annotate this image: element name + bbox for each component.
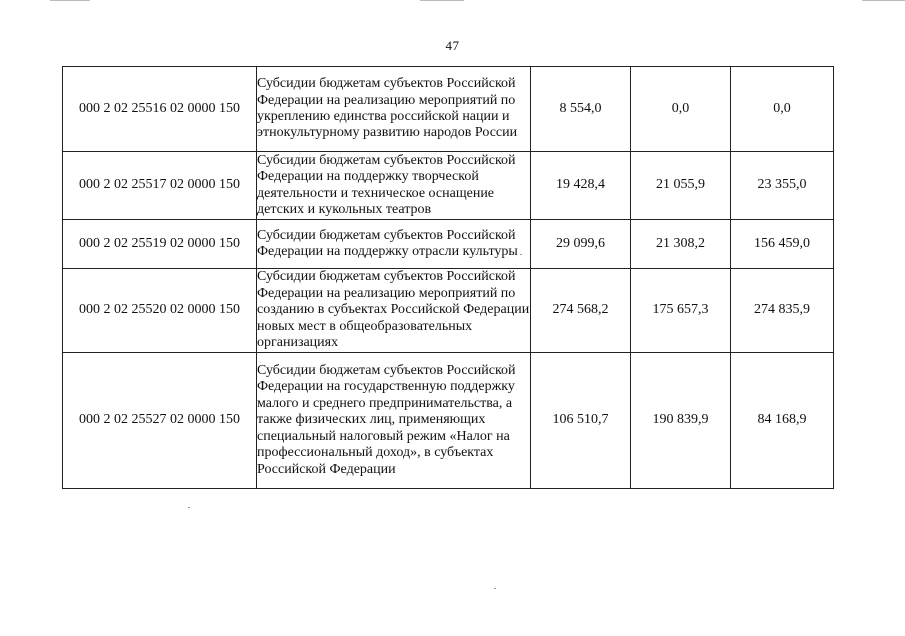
amount-cell-2: 190 839,9 [631,353,731,489]
amount-cell-3: 0,0 [731,67,834,152]
scan-speck [494,588,496,589]
description-cell: Субсидии бюджетам субъектов Российской Федерации на реализацию мероприятий по созданию в субъектах Российской Федерации новых мест в общеобразовательных организациях [257,269,531,353]
scan-edge-mark-right [862,0,905,1]
amount-cell-2: 0,0 [631,67,731,152]
description-cell: Субсидии бюджетам субъектов Российской Федерации на реализацию мероприятий по укреплению единства российской нации и этнокультурному развитию народов России [257,67,531,152]
description-cell: Субсидии бюджетам субъектов Российской Федерации на поддержку творческой деятельности и техническое оснащение детских и кукольных театров [257,152,531,220]
budget-code-cell: 000 2 02 25527 02 0000 150 [63,353,257,489]
budget-code-cell: 000 2 02 25519 02 0000 150 [63,220,257,269]
amount-cell-1: 19 428,4 [531,152,631,220]
scan-speck [520,254,522,255]
amount-cell-2: 21 308,2 [631,220,731,269]
amount-cell-1: 8 554,0 [531,67,631,152]
budget-code-cell: 000 2 02 25516 02 0000 150 [63,67,257,152]
budget-code-cell: 000 2 02 25520 02 0000 150 [63,269,257,353]
scan-edge-mark-center [420,0,464,1]
amount-cell-3: 84 168,9 [731,353,834,489]
table-row [63,353,834,489]
amount-cell-3: 23 355,0 [731,152,834,220]
scan-edge-mark-left [50,0,90,1]
budget-table [62,66,834,489]
amount-cell-1: 29 099,6 [531,220,631,269]
description-cell: Субсидии бюджетам субъектов Российской Федерации на государственную поддержку малого и среднего предпринимательства, а также физических лиц, применяющих специальный налоговый режим «Налог на профессиональный доход», в субъектах Российской Федерации [257,353,531,489]
amount-cell-3: 156 459,0 [731,220,834,269]
amount-cell-1: 274 568,2 [531,269,631,353]
scan-speck [188,507,190,508]
table-row [63,67,834,152]
amount-cell-2: 175 657,3 [631,269,731,353]
amount-cell-3: 274 835,9 [731,269,834,353]
description-cell: Субсидии бюджетам субъектов Российской Федерации на поддержку отрасли культуры [257,220,531,269]
budget-code-cell: 000 2 02 25517 02 0000 150 [63,152,257,220]
amount-cell-2: 21 055,9 [631,152,731,220]
table-row [63,220,834,269]
amount-cell-1: 106 510,7 [531,353,631,489]
page-number: 47 [445,38,460,53]
table-row [63,152,834,220]
table-row [63,269,834,353]
